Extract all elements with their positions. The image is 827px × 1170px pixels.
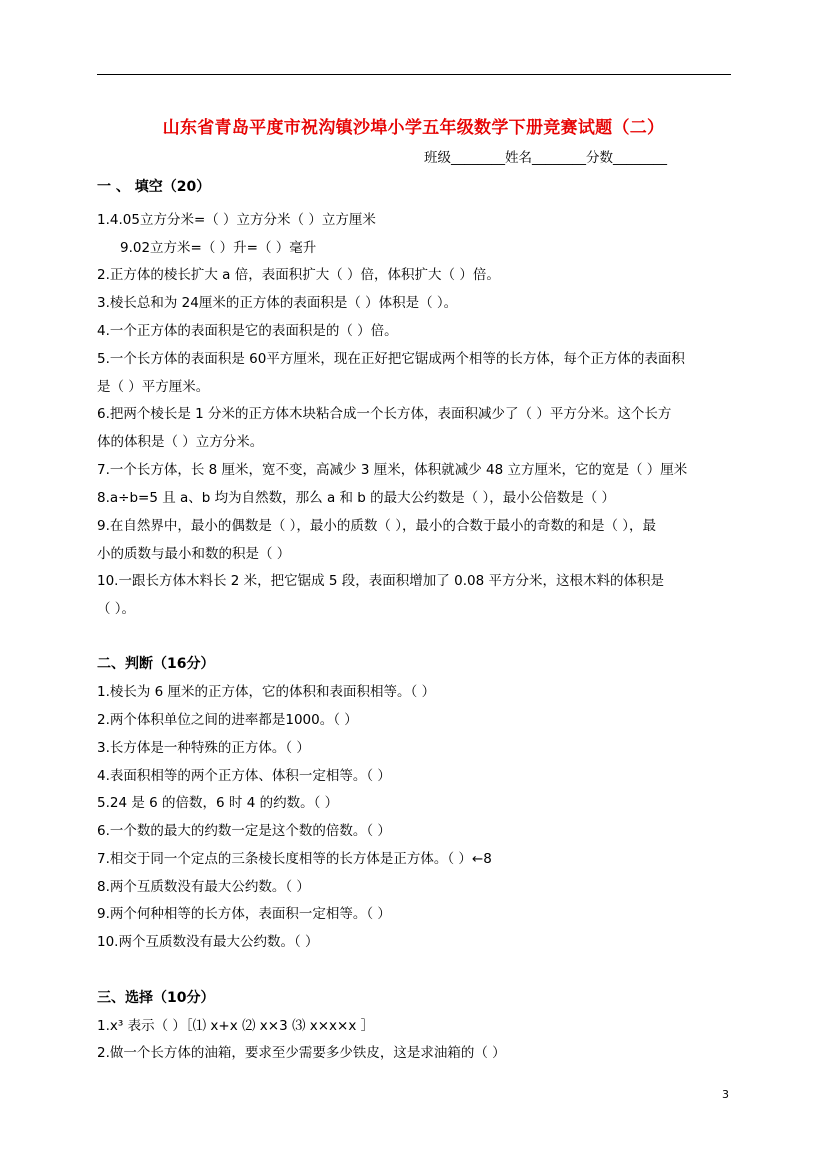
section1-line: 7.一个长方体，长 8 厘米，宽不变，高减少 3 厘米，体积就减少 48 立方厘米，它的宽是（ ）厘米 <box>97 462 688 478</box>
section1-line: 4.一个正方体的表面积是它的表面积是的（ ）倍。 <box>97 323 398 339</box>
section2-heading: 二、判断（16分） <box>97 656 215 672</box>
section1-line: 体的体积是（ ）立方分米。 <box>97 434 264 450</box>
document-title: 山东省青岛平度市祝沟镇沙埠小学五年级数学下册竞赛试题（二） <box>162 118 665 138</box>
section2-line: 9.两个何种相等的长方体，表面积一定相等。（ ） <box>97 906 391 922</box>
section2-line: 2.两个体积单位之间的进率都是1000。（ ） <box>97 712 358 728</box>
section1-line: 2.正方体的棱长扩大 a 倍，表面积扩大（ ）倍，体积扩大（ ）倍。 <box>97 267 500 283</box>
section1-line: 1.4.05立方分米=（ ）立方分米（ ）立方厘米 <box>97 212 376 228</box>
section1-heading: 一 、 填空（20） <box>97 179 211 195</box>
section2-line: 5.24 是 6 的倍数，6 时 4 的约数。（ ） <box>97 795 339 811</box>
student-info-line: 班级________姓名________分数________ <box>424 150 667 166</box>
section1-line: 6.把两个棱长是 1 分米的正方体木块粘合成一个长方体，表面积减少了（ ）平方分米。这个长方 <box>97 406 672 422</box>
section1-line: 9.02立方米=（ ）升=（ ）毫升 <box>120 240 317 256</box>
section1-line: 3.棱长总和为 24厘米的正方体的表面积是（ ）体积是（ ）。 <box>97 295 458 311</box>
section2-line: 1.棱长为 6 厘米的正方体，它的体积和表面积相等。（ ） <box>97 684 436 700</box>
section1-line: 9.在自然界中，最小的偶数是（ ），最小的质数（ ），最小的合数于最小的奇数的和是（ ），最 <box>97 518 657 534</box>
section2-line: 7.相交于同一个定点的三条棱长度相等的长方体是正方体。（ ）←8 <box>97 851 492 867</box>
section2-line: 3.长方体是一种特殊的正方体。（ ） <box>97 740 310 756</box>
section3-heading: 三、选择（10分） <box>97 990 215 1006</box>
section2-line: 10.两个互质数没有最大公约数。（ ） <box>97 934 319 950</box>
section1-line: 是（ ）平方厘米。 <box>97 379 210 395</box>
section2-line: 6.一个数的最大的约数一定是这个数的倍数。（ ） <box>97 823 391 839</box>
section2-line: 4.表面积相等的两个正方体、体积一定相等。（ ） <box>97 768 391 784</box>
section1-line: 8.a÷b=5 且 a、b 均为自然数，那么 a 和 b 的最大公约数是（ ），最小公倍数是（ ） <box>97 490 615 506</box>
section1-line: 小的质数与最小和数的积是（ ） <box>97 546 291 562</box>
section1-line: 10.一跟长方体木料长 2 米，把它锯成 5 段，表面积增加了 0.08 平方分米，这根木料的体积是 <box>97 573 664 589</box>
section2-line: 8.两个互质数没有最大公约数。（ ） <box>97 879 310 895</box>
page-number: 3 <box>722 1088 729 1101</box>
section3-line: 1.x³ 表示（ ）［⑴ x+x ⑵ x×3 ⑶ x×x×x ］ <box>97 1018 375 1034</box>
section1-line: （ ）。 <box>97 601 136 617</box>
header-rule <box>97 74 731 75</box>
section1-line: 5.一个长方体的表面积是 60平方厘米，现在正好把它锯成两个相等的长方体，每个正方体的表面积 <box>97 351 685 367</box>
section3-line: 2.做一个长方体的油箱，要求至少需要多少铁皮，这是求油箱的（ ） <box>97 1045 506 1061</box>
